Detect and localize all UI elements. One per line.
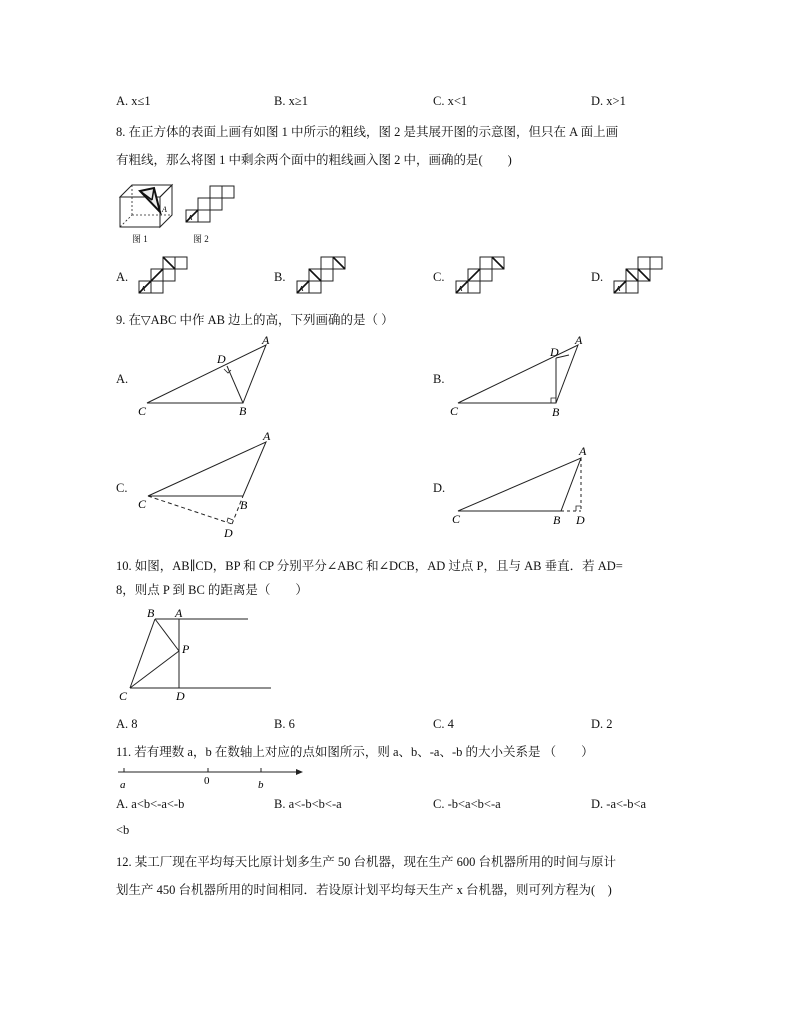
q12-stem-line1: 12. 某工厂现在平均每天比原计划多生产 50 台机器，现在生产 600 台机器所用的时间与原计 <box>116 855 617 869</box>
q11-number-line <box>116 764 306 794</box>
q8-fig2-caption: 图 2 <box>193 234 209 244</box>
svg-text:A: A <box>262 333 270 347</box>
q9-option-a-triangle <box>135 335 285 420</box>
svg-text:b: b <box>258 779 264 791</box>
svg-text:A: A <box>616 285 621 293</box>
q7-option-b: B. x≥1 <box>274 94 308 108</box>
q9-option-b-triangle <box>450 333 600 421</box>
svg-text:B: B <box>552 405 560 419</box>
q9-option-c: C. <box>116 481 128 495</box>
svg-text:A: A <box>299 285 304 293</box>
q8-fig2-face-label: A <box>188 214 193 222</box>
svg-text:C: C <box>450 404 459 418</box>
q8-option-a-net <box>138 256 193 296</box>
q9-option-c-triangle <box>135 428 285 543</box>
q11-option-a: A. a<b<-a<-b <box>116 797 185 811</box>
svg-text:D: D <box>576 513 585 527</box>
q9-option-b: B. <box>433 372 445 386</box>
q8-figure1-cube <box>118 182 178 232</box>
q7-option-d: D. x>1 <box>591 94 626 108</box>
q8-option-d: D. <box>591 270 604 284</box>
q10-figure <box>116 604 281 704</box>
q9-option-d: D. <box>433 481 446 495</box>
q10-option-c: C. 4 <box>433 717 454 731</box>
svg-text:a: a <box>120 779 126 791</box>
q11-stem: 11. 若有理数 a，b 在数轴上对应的点如图所示，则 a、b、-a、-b 的大小关系是 （ ） <box>116 745 594 759</box>
q10-option-d: D. 2 <box>591 717 613 731</box>
q8-stem-line2: 有粗线，那么将图 1 中剩余两个面中的粗线画入图 2 中，画确的是( ) <box>116 153 512 167</box>
q8-option-b-net <box>296 256 351 296</box>
q7-option-c: C. x<1 <box>433 94 468 108</box>
svg-text:A: A <box>141 285 146 293</box>
svg-text:B: B <box>147 606 155 620</box>
q8-option-b: B. <box>274 270 286 284</box>
svg-text:D: D <box>176 689 185 703</box>
q8-fig1-caption: 图 1 <box>132 234 148 244</box>
svg-text:A: A <box>263 429 271 443</box>
svg-text:B: B <box>240 498 248 512</box>
q10-option-a: A. 8 <box>116 717 138 731</box>
svg-text:A: A <box>175 606 183 620</box>
q7-option-a: A. x≤1 <box>116 94 151 108</box>
q9-stem: 9. 在▽ABC 中作 AB 边上的高，下列画确的是（ ） <box>116 313 394 327</box>
svg-text:0: 0 <box>204 775 210 787</box>
q8-stem-line1: 8. 在正方体的表面上画有如图 1 中所示的粗线，图 2 是其展开图的示意图，但只在 A 面上画 <box>116 125 619 139</box>
svg-text:C: C <box>452 512 461 526</box>
svg-text:A: A <box>575 333 583 347</box>
q12-stem-line2: 划生产 450 台机器所用的时间相同．若设原计划平均每天生产 x 台机器，则可列方程为( ) <box>116 883 612 897</box>
q8-option-c-net <box>455 256 510 296</box>
svg-text:B: B <box>553 513 561 527</box>
q10-stem-line1: 10. 如图，AB∥CD，BP 和 CP 分别平分∠ABC 和∠DCB，AD 过点 P，且与 AB 垂直．若 AD= <box>116 559 623 573</box>
q8-option-a: A. <box>116 270 129 284</box>
svg-text:C: C <box>119 689 128 703</box>
q9-option-d-triangle <box>450 440 600 532</box>
svg-text:D: D <box>217 352 226 366</box>
svg-text:P: P <box>182 642 190 656</box>
q8-option-d-net <box>613 256 668 296</box>
q8-figure2-net <box>185 185 240 225</box>
q8-fig1-face-label: A <box>162 205 167 214</box>
q10-option-b: B. 6 <box>274 717 295 731</box>
q11-option-c: C. -b<a<b<-a <box>433 797 501 811</box>
svg-text:D: D <box>550 345 559 359</box>
svg-text:A: A <box>458 285 463 293</box>
q8-option-c: C. <box>433 270 445 284</box>
q11-option-b: B. a<-b<b<-a <box>274 797 342 811</box>
svg-text:C: C <box>138 497 147 511</box>
q11-option-d: D. -a<-b<a <box>591 797 647 811</box>
svg-text:B: B <box>239 404 247 418</box>
q11-option-d-wrap: <b <box>116 823 130 837</box>
svg-text:A: A <box>579 444 587 458</box>
svg-text:C: C <box>138 404 147 418</box>
svg-text:D: D <box>224 526 233 540</box>
q10-stem-line2: 8，则点 P 到 BC 的距离是（ ） <box>116 583 308 597</box>
q9-option-a: A. <box>116 372 129 386</box>
